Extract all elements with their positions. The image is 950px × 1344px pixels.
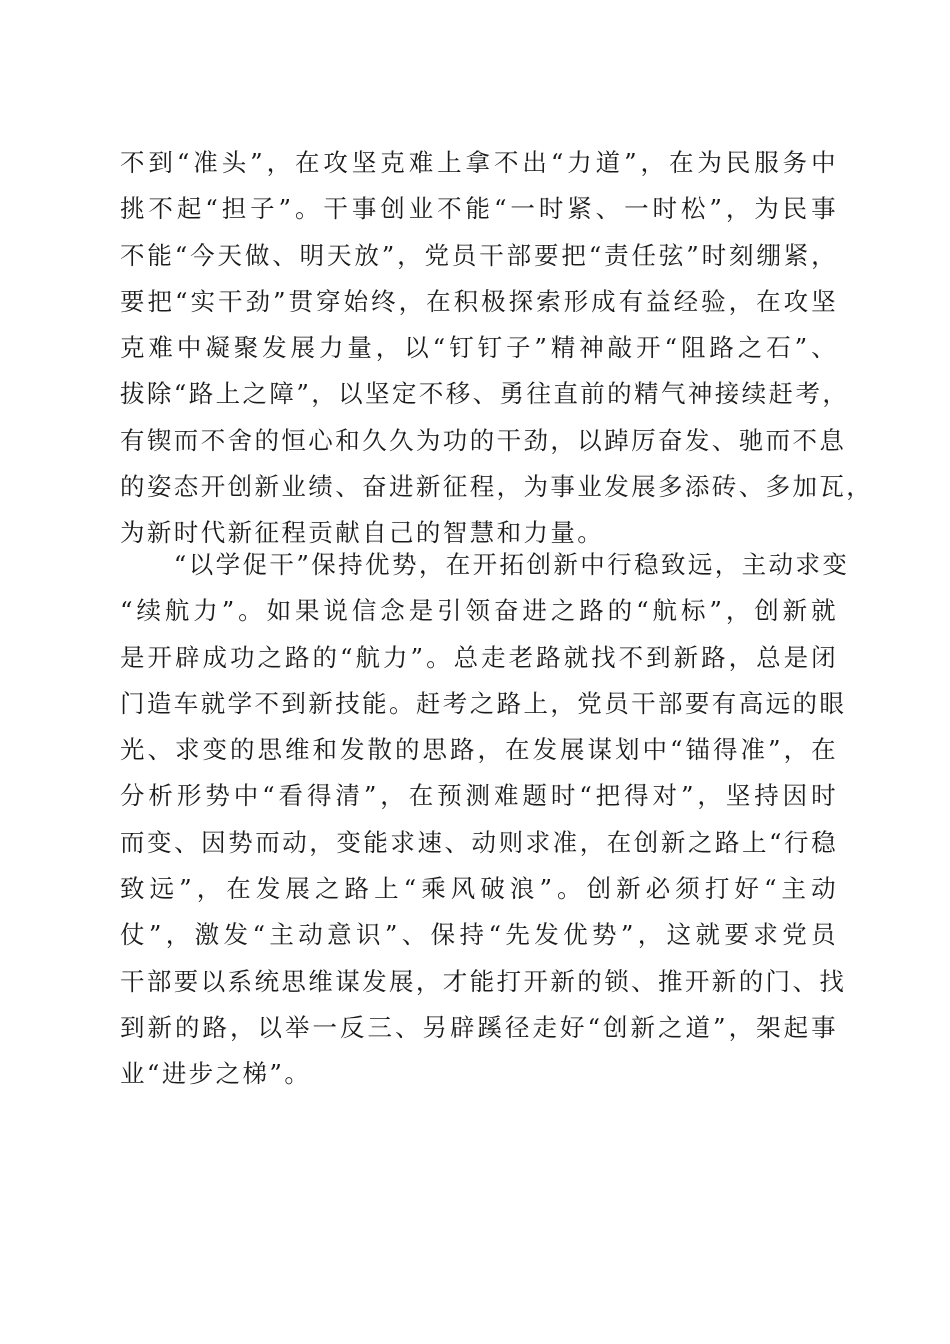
text-line: 到新的路，以举一反三、另辟蹊径走好“创新之道”，架起事 <box>120 1012 838 1042</box>
text-line: 业“进步之梯”。 <box>120 1059 312 1089</box>
text-line: 门造车就学不到新技能。赶考之路上，党员干部要有高远的眼 <box>120 688 847 718</box>
text-line: 致远”，在发展之路上“乘风破浪”。创新必须打好“主动 <box>120 874 838 904</box>
text-line: 光、求变的思维和发散的思路，在发展谋划中“锚得准”，在 <box>120 735 838 765</box>
text-line: 不能“今天做、明天放”，党员干部要把“责任弦”时刻绷紧， <box>120 240 838 270</box>
paragraph-1 <box>120 140 874 557</box>
text-line: 拔除“路上之障”，以坚定不移、勇往直前的精气神接续赶考， <box>120 379 850 409</box>
text-line: “续航力”。如果说信念是引领奋进之路的“航标”，创新就 <box>120 596 838 626</box>
text-line: 仗”，激发“主动意识”、保持“先发优势”，这就要求党员 <box>120 920 838 950</box>
text-line: 不到“准头”，在攻坚克难上拿不出“力道”，在为民服务中 <box>120 148 838 177</box>
text-line: 为新时代新征程贡献自己的智慧和力量。 <box>120 518 605 548</box>
text-line: 克难中凝聚发展力量，以“钉钉子”精神敲开“阻路之石”、 <box>120 333 838 363</box>
text-line: 要把“实干劲”贯穿始终，在积极探索形成有益经验，在攻坚 <box>120 286 838 316</box>
text-line: 分析形势中“看得清”，在预测难题时“把得对”，坚持因时 <box>120 781 838 811</box>
text-line: 的姿态开创新业绩、奋进新征程，为事业发展多添砖、多加瓦， <box>120 472 874 502</box>
text-line: 干部要以系统思维谋发展，才能打开新的锁、推开新的门、找 <box>120 966 847 996</box>
text-line: 有锲而不舍的恒心和久久为功的干劲，以踔厉奋发、驰而不息 <box>120 425 847 455</box>
text-line: “以学促干”保持优势，在开拓创新中行稳致远，主动求变 <box>120 550 850 579</box>
text-line: 挑不起“担子”。干事创业不能“一时紧、一时松”，为民事 <box>120 194 838 224</box>
text-line: 而变、因势而动，变能求速、动则求准，在创新之路上“行稳 <box>120 827 838 857</box>
paragraph-2 <box>120 542 850 1098</box>
text-line: 是开辟成功之路的“航力”。总走老路就找不到新路，总是闭 <box>120 642 838 672</box>
